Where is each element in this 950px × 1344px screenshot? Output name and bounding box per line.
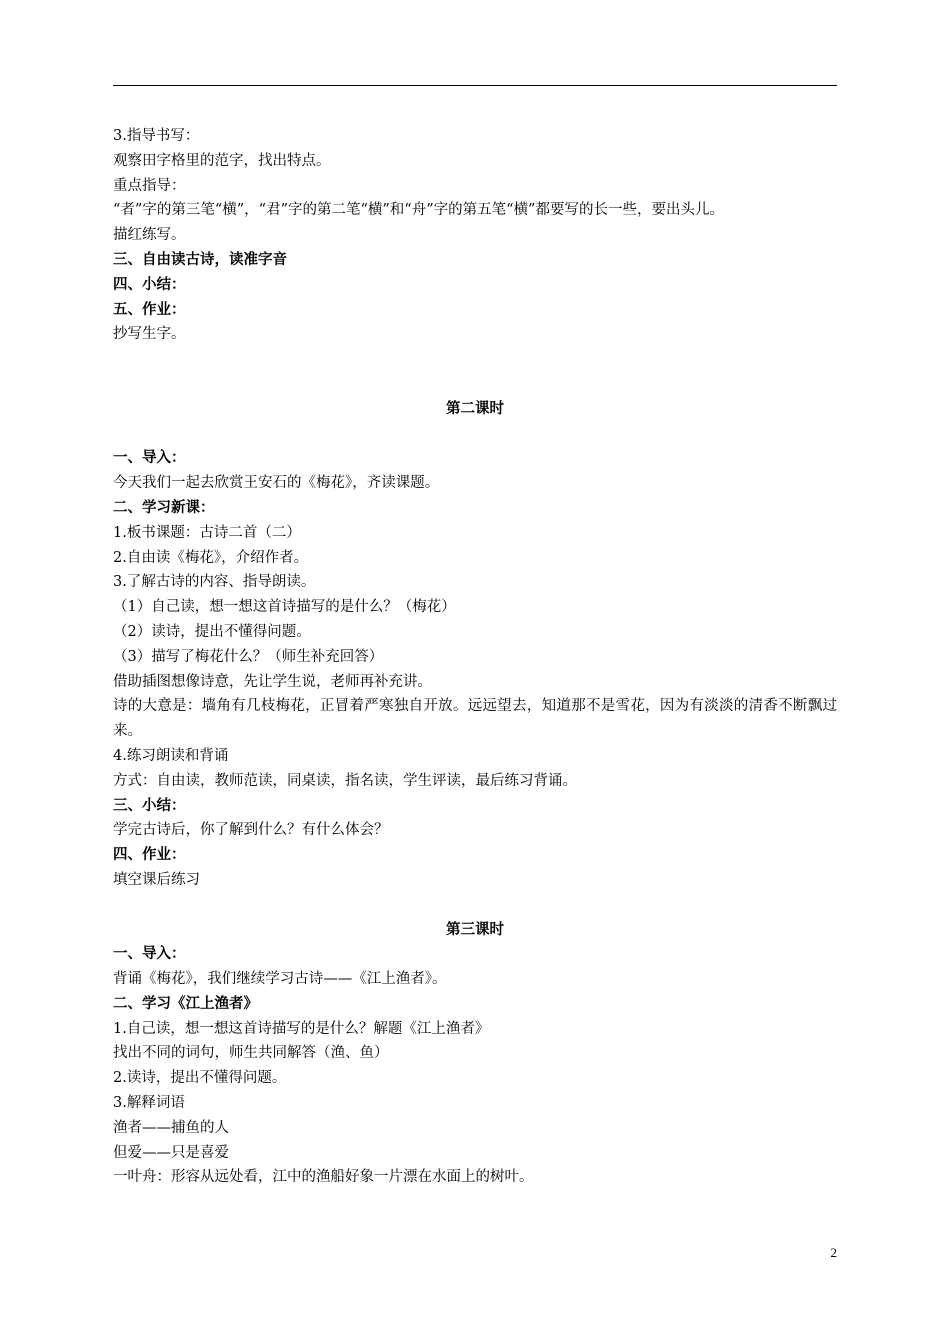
section-heading: 一、导入： [113,449,186,467]
text-line: 但爱——只是喜爱 [113,1144,229,1161]
text-line: 3.指导书写： [113,128,200,144]
section-heading: 三、自由读古诗，读准字音 [113,250,287,268]
text-line: （1）自己读，想一想这首诗描写的是什么？（梅花） [113,599,456,616]
blank-line [113,422,837,447]
paragraph: 诗的大意是：墙角有几枝梅花，正冒着严寒独自开放。远远望去，知道那不是雪花，因为有淡淡的清香不断飘过来。 [113,698,837,740]
section-heading: 四、作业： [113,846,186,864]
lesson-heading: 第三课时 [446,920,504,938]
section-heading: 一、导入： [113,945,186,963]
text-line: 1.板书课题：古诗二首（二） [113,524,301,541]
page-body [113,124,837,1190]
text-line: 2.读诗，提出不懂得问题。 [113,1070,287,1087]
lesson-heading: 第二课时 [446,399,504,417]
text-line: 背诵《梅花》，我们继续学习古诗——《江上渔者》。 [113,971,447,988]
text-line: 今天我们一起去欣赏王安石的《梅花》，齐读课题。 [113,475,440,492]
text-line: 重点指导： [113,177,186,194]
text-line: 1.自己读，想一想这首诗描写的是什么？解题《江上渔者》 [113,1020,490,1037]
page-number: 2 [830,1245,837,1260]
header-rule [113,85,837,86]
text-line: 填空课后练习 [113,871,200,888]
text-line: 观察田字格里的范字，找出特点。 [113,152,331,169]
text-line: 方式：自由读，教师范读，同桌读，指名读，学生评读，最后练习背诵。 [113,772,577,789]
text-line: 学完古诗后，你了解到什么？有什么体会？ [113,822,389,839]
text-line: 抄写生字。 [113,326,186,343]
text-line: 描红练写。 [113,227,186,244]
text-line: 2.自由读《梅花》，介绍作者。 [113,549,309,566]
section-heading: 二、学习《江上渔者》 [113,994,258,1012]
text-line: 一叶舟：形容从远处看，江中的渔船好象一片漂在水面上的树叶。 [113,1169,534,1186]
blank-line [113,893,837,918]
text-line: 借助插图想像诗意，先让学生说，老师再补充讲。 [113,673,432,690]
text-line: （3）描写了梅花什么？（师生补充回答） [113,648,384,665]
text-line: 4.练习朗读和背诵 [113,747,229,764]
paragraph: “者”字的第三笔“横”，“君”字的第二笔“横”和“舟”字的第五笔“横”都要写的长一些，要出头儿。 [113,202,724,219]
text-line: 找出不同的词句，师生共同解答（渔、鱼） [113,1045,389,1062]
text-line: 3.解释词语 [113,1095,185,1112]
text-line: （2）读诗，提出不懂得问题。 [113,623,311,640]
text-line: 3.了解古诗的内容、指导朗读。 [113,574,316,591]
section-heading: 四、小结： [113,275,186,293]
section-heading: 五、作业： [113,300,186,318]
text-line: 渔者——捕鱼的人 [113,1119,229,1136]
blank-line [113,347,837,372]
section-heading: 二、学习新课： [113,498,215,516]
blank-line [113,372,837,397]
section-heading: 三、小结： [113,796,186,814]
